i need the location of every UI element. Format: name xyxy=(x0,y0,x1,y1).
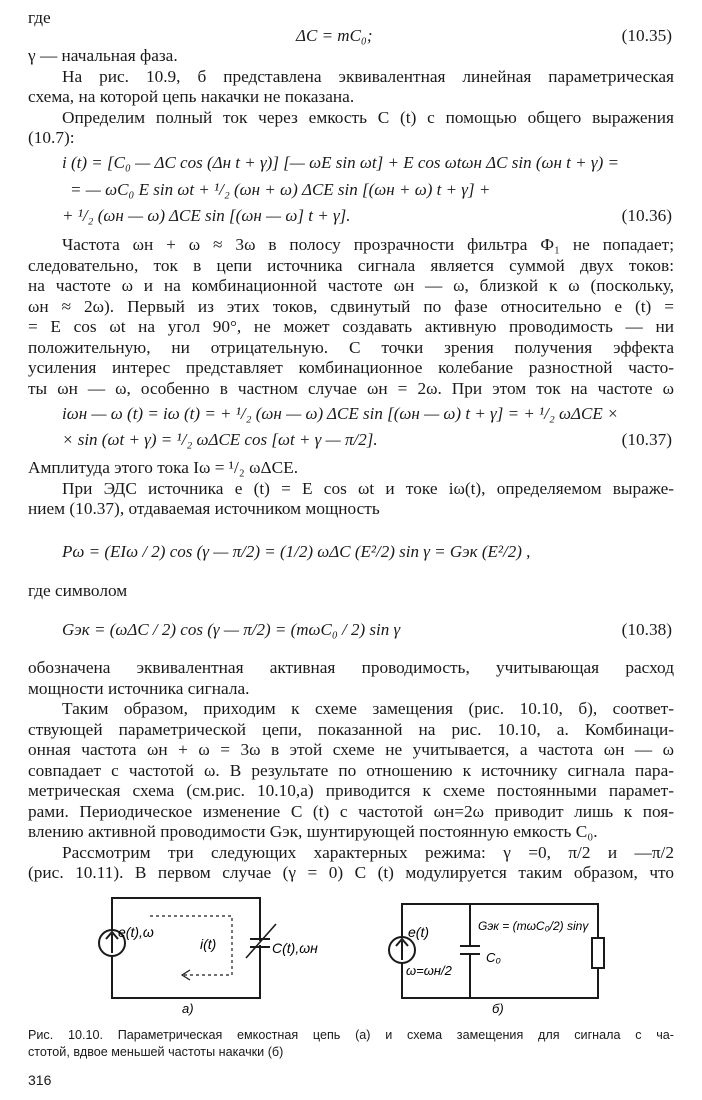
equation-power: Pω = (EIω / 2) cos (γ — π/2) = (1/2) ωΔC (E²/2) sin γ = Gэк (E²/2) , xyxy=(62,542,531,561)
current-loop-arrow xyxy=(150,916,232,975)
subfigure-label-b: б) xyxy=(492,1001,504,1016)
text-line: Частота ωн + ω ≈ 3ω в полосу прозрачности фильтра Ф₁ не попадает; xyxy=(62,235,674,254)
text-line: ствующей параметрической цепи, показанной на рис. 10.10, а. Комбинаци- xyxy=(28,720,674,739)
text-line: = E cos ωt на угол 90°, не может создавать активную проводимость — ни xyxy=(28,317,674,336)
subfigure-label-a: а) xyxy=(182,1001,194,1016)
equation-number: (10.38) xyxy=(621,620,672,639)
text-line: (рис. 10.11). В первом случае (γ = 0) C (t) модулируется таким образом, что xyxy=(28,863,674,882)
equation-10-36-line2: = — ωC₀ E sin ωt + ¹/₂ (ωн + ω) ΔCE sin [(ωн + ω) t + γ] + xyxy=(70,180,491,199)
equation-number: (10.37) xyxy=(621,430,672,449)
text-line: При ЭДС источника e (t) = E cos ωt и токе iω(t), определяемом выраже- xyxy=(62,479,674,498)
text-line: рами. Периодическое изменение C (t) с частотой ωн=2ω приводит лишь к поя- xyxy=(28,802,674,821)
text-line: мощности источника сигнала. xyxy=(28,679,250,698)
source-label-b: e(t) xyxy=(408,924,429,940)
text-line: онная частота ωн + ω = 3ω в этой схеме не учитывается, а частота ωн — ω xyxy=(28,740,674,759)
text-line: Рассмотрим три следующих характерных режима: γ =0, π/2 и —π/2 xyxy=(62,843,674,862)
text-line: метрическая схема (см.рис. 10.10,а) приводится к схеме постоянными парамет- xyxy=(28,781,674,800)
text-line: где xyxy=(28,8,51,27)
equation-10-36-line1: i (t) = [C₀ — ΔC cos (Δн t + γ)] [— ωE sin ωt] + E cos ωtωн ΔC sin (ωн t + γ) = xyxy=(62,153,619,172)
text-line: ωн ≈ 2ω). Первый из этих токов, сдвинутый по фазе относительно e (t) = xyxy=(28,297,674,316)
freq-label-b: ω=ωн/2 xyxy=(406,963,452,978)
text-line: Определим полный ток через емкость C (t) с помощью общего выражения xyxy=(62,108,674,127)
figure-caption-line2: стотой, вдвое меньшей частоты накачки (б) xyxy=(28,1045,284,1059)
text-line: На рис. 10.9, б представлена эквивалентная линейная параметрическая xyxy=(62,67,674,86)
conductance-label-b: Gэк = (mωC₀/2) sinγ xyxy=(478,919,589,933)
text-line: (10.7): xyxy=(28,128,75,147)
circuit-a-loop xyxy=(112,898,260,998)
text-line: Амплитуда этого тока Iω = ¹/₂ ωΔCE. xyxy=(28,458,299,477)
equation-10-36-line3: + ¹/₂ (ωн — ω) ΔCE sin [(ωн — ω] t + γ]. xyxy=(62,206,351,225)
conductance-resistor xyxy=(592,938,604,968)
equation-10-35: ΔC = mC₀; xyxy=(296,26,373,45)
text-line: совпадает с частотой ω. В результате по отношению к источнику сигнала пара- xyxy=(28,761,674,780)
equation-10-38: Gэк = (ωΔC / 2) cos (γ — π/2) = (mωC₀ / 2) sin γ xyxy=(62,620,401,639)
current-label-a: i(t) xyxy=(200,936,217,952)
equation-number: (10.36) xyxy=(621,206,672,225)
source-label-a: e(t),ω xyxy=(118,924,154,940)
text-line: нием (10.37), отдаваемая источником мощность xyxy=(28,499,380,518)
text-line: усиления интерес представляет комбинационное колебание разностной часто- xyxy=(28,358,674,377)
text-line: Таким образом, приходим к схеме замещения (рис. 10.10, б), соответ- xyxy=(62,699,674,718)
equation-10-37-line1: iωн — ω (t) = iω (t) = + ¹/₂ (ωн — ω) ΔCE sin [(ωн — ω) t + γ] = + ¹/₂ ωΔCE × xyxy=(62,404,619,423)
figure-caption-line1: Рис. 10.10. Параметрическая емкостная цепь (а) и схема замещения для сигнала с ча- xyxy=(28,1028,674,1042)
text-line: следовательно, ток в цепи источника сигнала является суммой двух токов: xyxy=(28,256,674,275)
text-line: на частоте ω и на комбинационной частоте ωн — ω, близкой к ω (поскольку, xyxy=(28,276,674,295)
equation-number: (10.35) xyxy=(621,26,672,45)
text-line: ты ωн — ω, особенно в частном случае ωн = 2ω. При этом ток на частоте ω xyxy=(28,379,674,398)
circuit-a xyxy=(99,898,276,998)
cap-label-b: C₀ xyxy=(486,950,501,965)
text-line: положительную, ни отрицательную. С точки зрения получения эффекта xyxy=(28,338,674,357)
text-line: обозначена эквивалентная активная проводимость, учитывающая расход xyxy=(28,658,674,677)
text-line: γ — начальная фаза. xyxy=(28,46,178,65)
text-line: схема, на которой цепь накачки не показана. xyxy=(28,87,355,106)
page-number: 316 xyxy=(28,1072,52,1088)
cap-label-a: C(t),ωн xyxy=(272,940,318,956)
text-line: влению активной проводимости Gэк, шунтирующей постоянную емкость C₀. xyxy=(28,822,598,841)
text-line: где символом xyxy=(28,581,128,600)
equation-10-37-line2: × sin (ωt + γ) = ¹/₂ ωΔCE cos [ωt + γ — π/2]. xyxy=(62,430,378,449)
